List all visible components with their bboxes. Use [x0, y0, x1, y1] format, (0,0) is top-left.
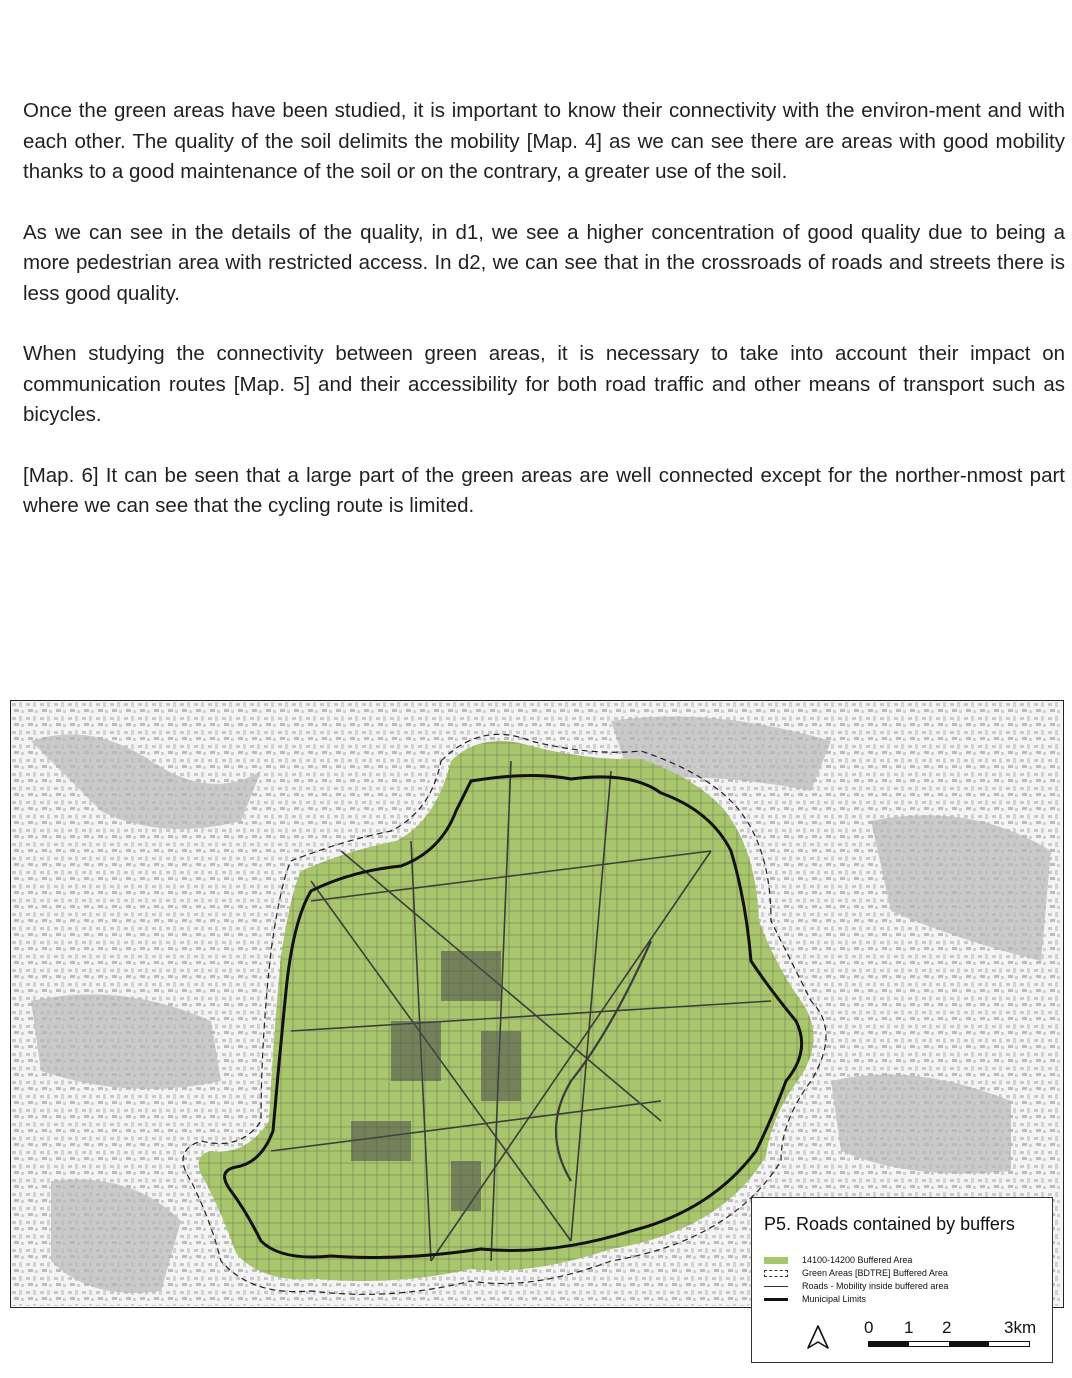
dashed-swatch-icon [764, 1270, 788, 1277]
paragraph-2: As we can see in the details of the quality, in d1, we see a higher concentration of good quality due to being a more pedestrian area with restricted access. In d2, we can see that in the crossroads of roads and streets there is less good quality. [23, 220, 1065, 305]
legend-item-roads [764, 1280, 948, 1292]
legend-item-buffered-area [764, 1254, 912, 1266]
thin-line-swatch-icon [764, 1286, 788, 1287]
paragraph-1: Once the green areas have been studied, it is important to know their connectivity with the environ-ment and with each other. The quality of the soil delimits the mobility [Map. 4] as we can see there are areas with good mobility thanks to a good maintenance of the soil or on the contrary, a greater use of the soil. [23, 99, 1065, 183]
legend-item-green-areas [764, 1267, 948, 1279]
map-frame [10, 700, 1064, 1337]
legend-label: Municipal Limits [802, 1294, 867, 1304]
map-legend [751, 1197, 1053, 1363]
legend-label: Roads - Mobility inside buffered area [802, 1281, 949, 1291]
scale-bar [868, 1341, 1030, 1347]
text-block [23, 96, 1065, 552]
scale-segment [949, 1342, 989, 1346]
scale-label-3: 3km [1004, 1318, 1037, 1337]
scale-label-0: 0 [864, 1318, 874, 1337]
scale-label-2: 2 [942, 1318, 952, 1337]
legend-label: 14100-14200 Buffered Area [802, 1255, 913, 1265]
paragraph-3: When studying the connectivity between green areas, it is necessary to take into account their impact on communication routes [Map. 5] and their accessibility for both road traffic and other means of transport such as bicycles. [23, 342, 1065, 426]
legend-item-municipal-limits [764, 1293, 866, 1305]
north-arrow-icon [806, 1324, 830, 1350]
legend-label: Green Areas [BDTRE] Buffered Area [802, 1268, 948, 1278]
legend-title: P5. Roads contained by buffers [764, 1214, 1015, 1234]
paragraph-4: [Map. 6] It can be seen that a large part of the green areas are well connected except for the norther-nmost part where we can see that the cycling route is limited. [23, 463, 1065, 517]
scale-label-1: 1 [904, 1318, 914, 1337]
scale-segment [869, 1342, 909, 1346]
green-swatch-icon [764, 1257, 788, 1264]
thick-line-swatch-icon [764, 1298, 788, 1301]
